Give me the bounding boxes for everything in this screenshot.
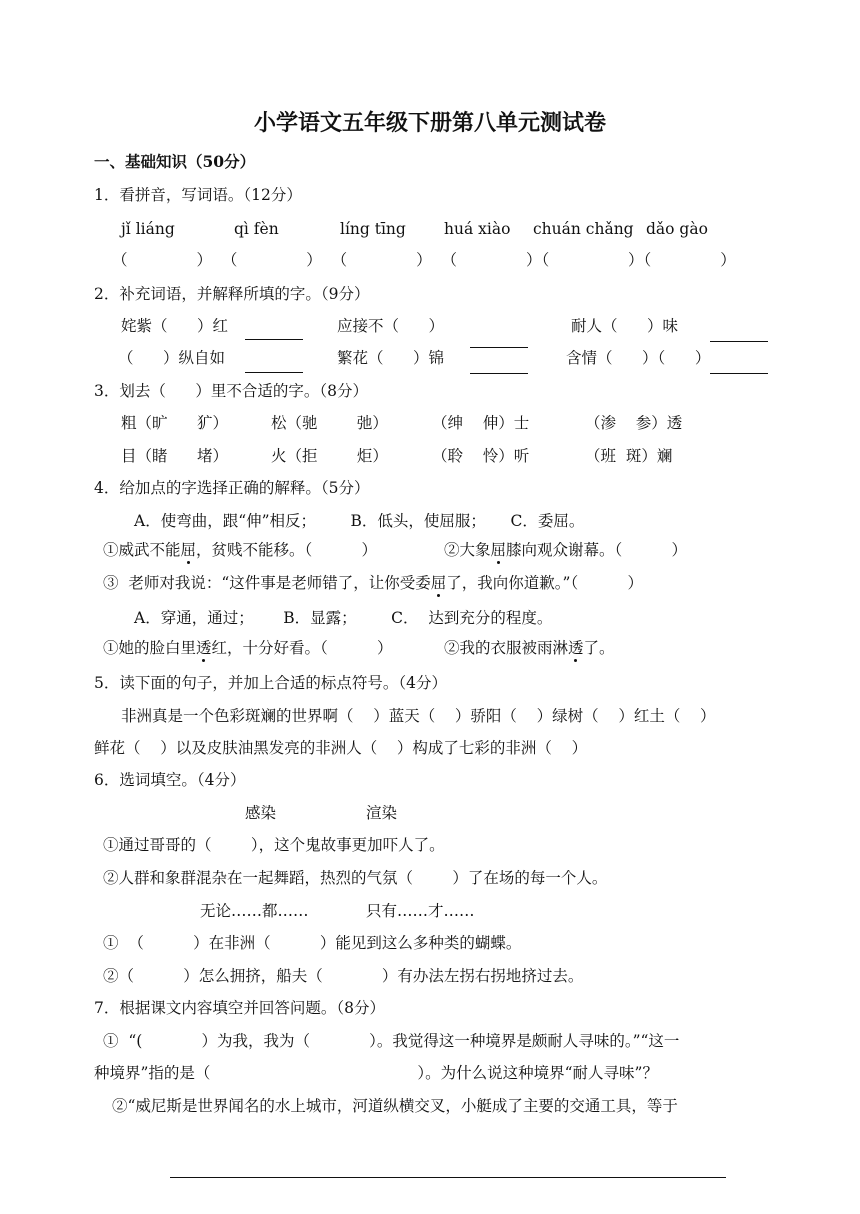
pinyin: huá xiào <box>444 220 511 238</box>
pinyin: líng tīng <box>340 220 406 238</box>
sentence: ①她的脸白里透红，十分好看。（ ） <box>103 639 393 657</box>
char-choice[interactable]: （聆 怜）听 <box>432 447 530 465</box>
page-title: 小学语文五年级下册第八单元测试卷 <box>253 110 606 136</box>
char-choice[interactable]: （渗 参）透 <box>585 414 683 432</box>
passage-line[interactable]: ① “( ）为我，我为（ ）。我觉得这一种境界是颇耐人寻味的。”“这一 <box>103 1032 680 1050</box>
sentence: ②我的衣服被雨淋透了。 <box>444 639 615 657</box>
footer-rule <box>170 1177 726 1178</box>
idiom-item: 繁花（ ）锦 <box>337 349 445 367</box>
char-choice[interactable]: 松（驰 弛） <box>271 414 388 432</box>
answer-blank[interactable] <box>470 347 528 348</box>
word-choice: 渲染 <box>366 804 398 822</box>
sentence: ③ 老师对我说：“这件事是老师错了，让你受委屈了，我向你道歉。”（ ） <box>103 574 643 592</box>
sentence: ①威武不能屈，贫贱不能移。（ ） <box>103 541 378 559</box>
question-4-heading: 4．给加点的字选择正确的解释。（5分） <box>94 479 370 497</box>
question-1-heading: 1．看拼音，写词语。（12分） <box>94 186 302 204</box>
answer-blank[interactable] <box>710 373 768 374</box>
char-choice[interactable]: 粗（旷 犷） <box>121 414 229 432</box>
word-choice: 只有……才…… <box>366 902 475 920</box>
answer-blank[interactable] <box>245 339 303 340</box>
sentence[interactable]: ②人群和象群混杂在一起舞蹈，热烈的气氛（ ）了在场的每一个人。 <box>103 869 608 887</box>
word-choice: 无论……都…… <box>200 902 309 920</box>
passage-line[interactable]: 种境界”指的是（ ）。为什么说这种境界“耐人寻味”？ <box>94 1064 658 1082</box>
question-3-heading: 3．划去（ ）里不合适的字。（8分） <box>94 382 369 400</box>
answer-blank[interactable] <box>245 372 303 373</box>
answer-blank[interactable] <box>470 373 528 374</box>
passage-line: ②“威尼斯是世界闻名的水上城市，河道纵横交叉，小艇成了主要的交通工具，等于 <box>112 1097 678 1115</box>
char-choice[interactable]: 火（拒 炬） <box>271 447 388 465</box>
idiom-item: 姹紫（ ）红 <box>121 317 229 335</box>
sentence: ②大象屈膝向观众谢幕。（ ） <box>444 541 688 559</box>
answer-blank[interactable] <box>710 341 768 342</box>
pinyin: chuán chǎng <box>533 220 634 238</box>
dotted-char: 屈 <box>430 574 447 592</box>
char-choice[interactable]: （班 斑）斓 <box>585 447 673 465</box>
dotted-char: 屈 <box>180 541 197 559</box>
pinyin: dǎo gào <box>646 220 708 238</box>
idiom-item: 耐人（ ）味 <box>571 317 679 335</box>
section-heading: 一、基础知识（50分） <box>94 152 256 171</box>
question-6-heading: 6．选词填空。（4分） <box>94 771 246 789</box>
idiom-item: 应接不（ ） <box>337 317 445 335</box>
sentence[interactable]: ① （ ）在非洲（ ）能见到这么多种类的蝴蝶。 <box>103 934 522 952</box>
char-choice[interactable]: 目（睹 堵） <box>121 447 229 465</box>
pinyin: qì fèn <box>234 220 279 238</box>
question-2-heading: 2．补充词语，并解释所填的字。（9分） <box>94 285 370 303</box>
sentence[interactable]: ②（ ）怎么拥挤，船夫（ ）有办法左拐右拐地挤过去。 <box>103 967 584 985</box>
sentence[interactable]: ①通过哥哥的（ ），这个鬼故事更加吓人了。 <box>103 836 445 854</box>
idiom-item: （ ）纵自如 <box>118 349 226 367</box>
pinyin: jǐ liáng <box>121 220 175 238</box>
dotted-char: 屈 <box>490 541 507 559</box>
dotted-char: 透 <box>568 639 584 657</box>
punctuation-line[interactable]: 鲜花（ ）以及皮肤油黑发亮的非洲人（ ）构成了七彩的非洲（ ） <box>94 739 588 757</box>
char-choice[interactable]: （绅 伸）士 <box>432 414 530 432</box>
dotted-char: 透 <box>196 639 212 657</box>
answer-brackets[interactable]: （ ） （ ） （ ） （ ）（ ）（ ） <box>112 251 736 269</box>
question-5-heading: 5．读下面的句子，并加上合适的标点符号。（4分） <box>94 674 447 692</box>
idiom-item: 含情（ ）（ ） <box>566 349 711 367</box>
punctuation-line[interactable]: 非洲真是一个色彩斑斓的世界啊（ ）蓝天（ ）骄阳（ ）绿树（ ）红土（ ） <box>121 707 716 725</box>
options-line: A．使弯曲，跟“伸”相反； B．低头，使屈服； C．委屈。 <box>134 512 585 530</box>
word-choice: 感染 <box>245 804 277 822</box>
question-7-heading: 7．根据课文内容填空并回答问题。（8分） <box>94 999 385 1017</box>
options-line: A．穿通，通过； B．显露； C． 达到充分的程度。 <box>134 609 553 627</box>
